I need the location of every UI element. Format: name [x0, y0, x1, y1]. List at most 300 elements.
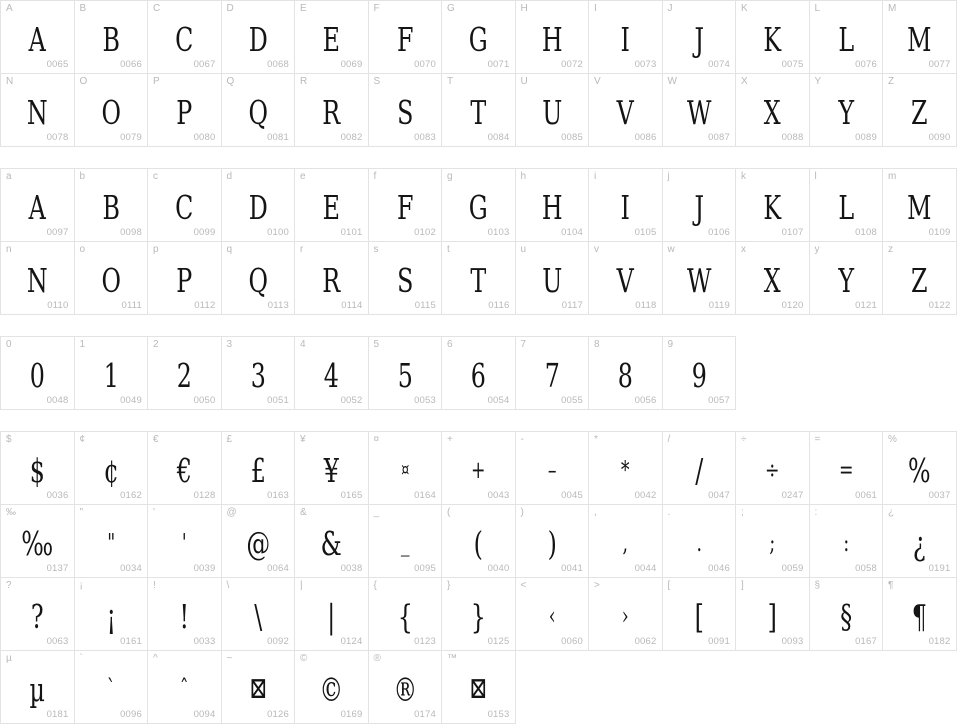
glyph-char-label: j [667, 171, 670, 182]
glyph-cell[interactable] [662, 73, 737, 147]
glyph-char-label: 4 [300, 339, 306, 350]
glyph-cell[interactable] [735, 73, 810, 147]
glyph-code-label: 0123 [414, 636, 436, 647]
glyph-cell[interactable] [515, 0, 590, 74]
glyph-cell[interactable] [441, 0, 516, 74]
glyph-block-lowercase-letters [0, 168, 970, 314]
glyph-cell[interactable] [662, 431, 737, 505]
glyph-cell[interactable] [221, 73, 296, 147]
glyph-char-label: u [520, 244, 527, 255]
glyph-preview: X [763, 260, 781, 300]
glyph-code-label: 0094 [193, 709, 216, 720]
glyph-char-label: € [153, 434, 159, 445]
glyph-cell[interactable] [147, 336, 222, 410]
glyph-cell[interactable] [662, 504, 737, 578]
glyph-preview: ¿ [912, 523, 926, 563]
glyph-cell[interactable] [735, 241, 810, 315]
glyph-cell[interactable] [441, 336, 516, 410]
glyph-preview: 9 [691, 355, 707, 395]
glyph-code-label: 0081 [267, 132, 289, 143]
glyph-cell[interactable] [882, 504, 957, 578]
glyph-preview: ! [179, 596, 190, 636]
glyph-char-label: l [814, 171, 817, 182]
glyph-code-label: 0084 [487, 132, 510, 143]
glyph-code-label: 0041 [561, 563, 583, 574]
glyph-cell[interactable] [147, 241, 222, 315]
glyph-block-uppercase-letters [0, 0, 970, 146]
glyph-cell[interactable] [0, 336, 75, 410]
glyph-char-label: i [594, 171, 597, 182]
glyph-cell[interactable] [735, 0, 810, 74]
glyph-code-label: 0086 [634, 132, 657, 143]
glyph-code-label: 0120 [781, 300, 804, 311]
glyph-char-label: @ [226, 507, 237, 518]
glyph-cell[interactable] [147, 577, 222, 651]
glyph-cell[interactable] [368, 0, 443, 74]
glyph-cell[interactable] [294, 431, 369, 505]
glyph-cell[interactable] [662, 241, 737, 315]
glyph-code-label: 0174 [414, 709, 436, 720]
glyph-char-label: £ [226, 434, 233, 445]
glyph-code-label: 0104 [561, 227, 583, 238]
glyph-char-label: 0 [6, 339, 12, 350]
glyph-preview: ⊠ [248, 671, 267, 706]
glyph-cell[interactable] [441, 504, 516, 578]
glyph-char-label: f [373, 171, 377, 182]
glyph-cell[interactable] [147, 0, 222, 74]
glyph-char-label: T [447, 76, 454, 87]
glyph-cell[interactable] [735, 504, 810, 578]
glyph-char-label: ® [373, 653, 381, 664]
glyph-cell[interactable] [735, 431, 810, 505]
glyph-char-label: \ [226, 580, 230, 591]
glyph-code-label: 0063 [46, 636, 69, 647]
glyph-cell[interactable] [294, 577, 369, 651]
glyph-cell[interactable] [588, 431, 663, 505]
glyph-cell[interactable] [147, 431, 222, 505]
glyph-cell[interactable] [221, 336, 296, 410]
glyph-code-label: 0117 [561, 300, 583, 311]
glyph-code-label: 0095 [414, 563, 436, 574]
glyph-cell[interactable] [221, 241, 296, 315]
glyph-preview: | [327, 596, 336, 636]
glyph-cell[interactable] [74, 336, 149, 410]
glyph-code-label: 0043 [487, 490, 510, 501]
glyph-code-label: 0046 [708, 563, 730, 574]
glyph-preview: O [101, 92, 121, 132]
glyph-code-label: 0181 [46, 709, 69, 720]
glyph-preview: ⊠ [469, 671, 488, 706]
glyph-code-label: 0128 [193, 490, 216, 501]
glyph-preview: L [837, 19, 854, 59]
glyph-char-label: A [6, 3, 13, 14]
glyph-code-label: 0074 [708, 59, 730, 70]
glyph-preview: : [842, 529, 849, 557]
glyph-char-label: N [6, 76, 14, 87]
glyph-code-label: 0061 [855, 490, 877, 501]
glyph-preview: 3 [250, 355, 266, 395]
glyph-char-label: I [594, 3, 597, 14]
glyph-cell[interactable] [441, 241, 516, 315]
glyph-cell[interactable] [882, 73, 957, 147]
glyph-cell[interactable] [221, 577, 296, 651]
glyph-cell[interactable] [368, 73, 443, 147]
glyph-preview: 4 [323, 355, 339, 395]
glyph-cell[interactable] [0, 650, 75, 724]
glyph-preview: ˋ [106, 675, 116, 703]
glyph-preview: Z [910, 92, 928, 132]
glyph-preview: I [620, 187, 630, 227]
glyph-preview: H [541, 187, 563, 227]
glyph-cell[interactable] [0, 241, 75, 315]
glyph-preview: ˆ [179, 675, 189, 703]
glyph-preview: % [907, 450, 931, 490]
glyph-code-label: 0137 [46, 563, 69, 574]
glyph-preview: G [468, 187, 488, 227]
glyph-cell[interactable] [221, 168, 296, 242]
glyph-cell[interactable] [515, 73, 590, 147]
glyph-char-label: ; [741, 507, 744, 518]
glyph-cell[interactable] [0, 73, 75, 147]
glyph-code-label: 0037 [928, 490, 951, 501]
glyph-char-label: d [226, 171, 233, 182]
glyph-cell[interactable] [882, 431, 957, 505]
glyph-preview: M [907, 19, 932, 59]
glyph-preview: € [176, 450, 192, 490]
glyph-char-label: Q [226, 76, 235, 87]
glyph-cell[interactable] [294, 650, 369, 724]
glyph-cell[interactable] [588, 336, 663, 410]
glyph-cell[interactable] [809, 504, 884, 578]
glyph-cell[interactable] [809, 577, 884, 651]
glyph-preview: 7 [544, 355, 560, 395]
glyph-preview: _ [400, 529, 410, 557]
glyph-cell[interactable] [147, 504, 222, 578]
glyph-char-label: : [814, 507, 818, 518]
glyph-char-label: ‰ [6, 507, 16, 518]
glyph-char-label: F [373, 3, 380, 14]
glyph-cell[interactable] [74, 73, 149, 147]
glyph-preview: M [907, 187, 932, 227]
glyph-char-label: 3 [226, 339, 233, 350]
glyph-code-label: 0056 [634, 395, 657, 406]
glyph-char-label: § [814, 580, 821, 591]
glyph-cell[interactable] [368, 431, 443, 505]
glyph-char-label: U [520, 76, 528, 87]
glyph-cell[interactable] [294, 73, 369, 147]
block-spacer [0, 146, 970, 168]
glyph-char-label: _ [373, 507, 380, 518]
glyph-char-label: ¡ [79, 580, 83, 591]
glyph-char-label: - [520, 434, 524, 445]
glyph-preview: U [541, 92, 562, 132]
glyph-code-label: 0057 [708, 395, 730, 406]
glyph-cell[interactable] [882, 0, 957, 74]
glyph-preview: C [175, 187, 194, 227]
glyph-cell[interactable] [294, 168, 369, 242]
glyph-code-label: 0062 [634, 636, 657, 647]
glyph-char-label: 9 [667, 339, 674, 350]
glyph-code-label: 0093 [781, 636, 804, 647]
glyph-code-label: 0153 [487, 709, 510, 720]
glyph-code-label: 0034 [120, 563, 142, 574]
glyph-cell[interactable] [809, 0, 884, 74]
glyph-cell[interactable] [662, 336, 737, 410]
glyph-code-label: 0048 [46, 395, 69, 406]
glyph-preview: H [541, 19, 563, 59]
glyph-char-label: ) [520, 507, 524, 518]
glyph-char-label: X [741, 76, 748, 87]
glyph-char-label: ¿ [888, 507, 895, 518]
glyph-code-label: 0191 [928, 563, 951, 574]
glyph-char-label: ™ [447, 653, 457, 664]
glyph-cell[interactable] [0, 0, 75, 74]
glyph-char-label: & [300, 507, 307, 518]
glyph-cell[interactable] [368, 336, 443, 410]
glyph-char-label: ' [153, 507, 155, 518]
glyph-char-label: W [667, 76, 677, 87]
block-spacer [0, 409, 970, 431]
glyph-code-label: 0164 [414, 490, 436, 501]
glyph-cell[interactable] [74, 0, 149, 74]
glyph-preview: $ [29, 450, 45, 490]
glyph-cell[interactable] [74, 650, 149, 724]
glyph-cell[interactable] [441, 431, 516, 505]
glyph-preview: 0 [29, 355, 45, 395]
glyph-cell[interactable] [882, 241, 957, 315]
glyph-preview: S [396, 260, 413, 300]
glyph-char-label: h [520, 171, 527, 182]
glyph-char-label: 8 [594, 339, 600, 350]
glyph-cell[interactable] [588, 504, 663, 578]
glyph-cell[interactable] [735, 168, 810, 242]
glyph-cell[interactable] [588, 577, 663, 651]
glyph-code-label: 0066 [120, 59, 142, 70]
glyph-preview: O [101, 260, 121, 300]
glyph-code-label: 0163 [267, 490, 289, 501]
glyph-preview: V [616, 260, 634, 300]
glyph-char-label: m [888, 171, 897, 182]
glyph-preview: & [320, 523, 342, 563]
glyph-char-label: ~ [226, 653, 233, 664]
glyph-cell[interactable] [882, 577, 957, 651]
glyph-code-label: 0068 [267, 59, 289, 70]
glyph-char-label: s [373, 244, 379, 255]
glyph-code-label: 0092 [267, 636, 289, 647]
glyph-preview: 5 [397, 355, 413, 395]
glyph-char-label: x [741, 244, 746, 255]
glyph-preview: › [621, 602, 629, 630]
glyph-char-label: C [153, 3, 161, 14]
glyph-code-label: 0083 [414, 132, 436, 143]
glyph-code-label: 0038 [340, 563, 363, 574]
glyph-cell[interactable] [294, 241, 369, 315]
glyph-cell[interactable] [221, 0, 296, 74]
glyph-cell[interactable] [221, 650, 296, 724]
glyph-char-label: ! [153, 580, 156, 591]
glyph-cell[interactable] [0, 577, 75, 651]
glyph-preview: ¥ [323, 450, 339, 490]
glyph-cell[interactable] [74, 168, 149, 242]
glyph-cell[interactable] [515, 504, 590, 578]
glyph-code-label: 0044 [634, 563, 657, 574]
block-spacer [0, 314, 970, 336]
glyph-char-label: + [447, 434, 453, 445]
glyph-preview: D [248, 187, 268, 227]
glyph-preview: G [468, 19, 488, 59]
glyph-preview: P [176, 92, 193, 132]
glyph-cell[interactable] [74, 431, 149, 505]
glyph-cell[interactable] [294, 504, 369, 578]
glyph-preview: . [695, 529, 702, 557]
glyph-cell[interactable] [809, 73, 884, 147]
glyph-cell[interactable] [588, 0, 663, 74]
glyph-cell[interactable] [368, 577, 443, 651]
glyph-preview: ¢ [103, 450, 119, 490]
glyph-cell[interactable] [515, 336, 590, 410]
glyph-cell[interactable] [368, 241, 443, 315]
glyph-char-label: ÷ [741, 434, 747, 445]
glyph-cell[interactable] [221, 431, 296, 505]
glyph-preview: E [322, 19, 340, 59]
glyph-cell[interactable] [147, 650, 222, 724]
glyph-preview: T [470, 92, 487, 132]
glyph-preview: + [471, 456, 486, 484]
glyph-cell[interactable] [294, 336, 369, 410]
glyph-cell[interactable] [441, 650, 516, 724]
glyph-preview: R [322, 92, 341, 132]
glyph-cell[interactable] [662, 168, 737, 242]
glyph-code-label: 0101 [340, 227, 363, 238]
glyph-preview: U [541, 260, 562, 300]
glyph-preview: = [838, 456, 853, 484]
glyph-cell[interactable] [0, 431, 75, 505]
glyph-preview: L [837, 187, 854, 227]
glyph-char-label: G [447, 3, 455, 14]
glyph-code-label: 0124 [340, 636, 363, 647]
glyph-preview: ; [769, 529, 776, 557]
glyph-preview: / [694, 450, 703, 490]
glyph-cell[interactable] [809, 168, 884, 242]
glyph-cell[interactable] [515, 577, 590, 651]
glyph-code-label: 0098 [120, 227, 142, 238]
glyph-char-label: * [594, 434, 598, 445]
glyph-char-label: { [373, 580, 377, 591]
glyph-cell[interactable] [662, 577, 737, 651]
glyph-cell[interactable] [662, 0, 737, 74]
glyph-code-label: 0125 [487, 636, 510, 647]
glyph-preview: ÷ [765, 456, 780, 484]
glyph-code-label: 0077 [928, 59, 951, 70]
glyph-cell[interactable] [221, 504, 296, 578]
glyph-preview: µ [29, 669, 45, 709]
glyph-cell[interactable] [588, 73, 663, 147]
glyph-cell[interactable] [809, 431, 884, 505]
glyph-char-label: = [814, 434, 821, 445]
glyph-code-label: 0121 [855, 300, 877, 311]
glyph-code-label: 0078 [46, 132, 69, 143]
glyph-char-label: ? [6, 580, 12, 591]
glyph-code-label: 0076 [855, 59, 877, 70]
glyph-code-label: 0058 [855, 563, 877, 574]
glyph-cell[interactable] [515, 241, 590, 315]
glyph-preview: ¤ [400, 459, 409, 480]
glyph-code-label: 0114 [341, 300, 363, 311]
glyph-preview: X [763, 92, 781, 132]
glyph-cell[interactable] [515, 431, 590, 505]
glyph-cell[interactable] [0, 168, 75, 242]
glyph-preview: N [26, 260, 48, 300]
glyph-char-label: R [300, 76, 308, 87]
glyph-cell[interactable] [441, 168, 516, 242]
glyph-cell[interactable] [147, 168, 222, 242]
glyph-cell[interactable] [441, 73, 516, 147]
glyph-preview: W [686, 92, 711, 132]
glyph-code-label: 0053 [414, 395, 436, 406]
glyph-code-label: 0110 [47, 300, 69, 311]
glyph-char-label: n [6, 244, 12, 255]
glyph-char-label: ¥ [300, 434, 306, 445]
glyph-cell[interactable] [809, 241, 884, 315]
glyph-cell[interactable] [368, 168, 443, 242]
glyph-cell[interactable] [294, 0, 369, 74]
glyph-code-label: 0073 [634, 59, 657, 70]
glyph-cell[interactable] [882, 168, 957, 242]
glyph-char-label: < [520, 580, 527, 591]
glyph-preview: A [28, 19, 46, 59]
glyph-cell[interactable] [0, 504, 75, 578]
glyph-cell[interactable] [515, 168, 590, 242]
glyph-code-label: 0100 [267, 227, 289, 238]
glyph-preview: § [839, 596, 852, 636]
glyph-preview: B [102, 19, 120, 59]
glyph-code-label: 0112 [194, 300, 216, 311]
glyph-char-label: > [594, 580, 600, 591]
glyph-char-label: Y [814, 76, 822, 87]
glyph-code-label: 0119 [708, 300, 730, 311]
glyph-cell[interactable] [74, 241, 149, 315]
glyph-cell[interactable] [441, 577, 516, 651]
glyph-char-label: $ [6, 434, 12, 445]
glyph-char-label: w [667, 244, 675, 255]
glyph-code-label: 0113 [267, 300, 289, 311]
glyph-cell[interactable] [74, 577, 149, 651]
glyph-char-label: 2 [153, 339, 159, 350]
glyph-cell[interactable] [735, 577, 810, 651]
glyph-cell[interactable] [588, 168, 663, 242]
glyph-code-label: 0088 [781, 132, 804, 143]
glyph-preview: \ [253, 596, 262, 636]
glyph-code-label: 0116 [488, 300, 510, 311]
glyph-cell[interactable] [74, 504, 149, 578]
glyph-cell[interactable] [147, 73, 222, 147]
glyph-cell[interactable] [368, 504, 443, 578]
glyph-char-label: } [447, 580, 451, 591]
glyph-char-label: 1 [79, 339, 86, 350]
glyph-char-label: [ [667, 580, 671, 591]
glyph-preview: K [763, 187, 782, 227]
glyph-char-label: t [447, 244, 450, 255]
glyph-cell[interactable] [368, 650, 443, 724]
glyph-code-label: 0108 [855, 227, 877, 238]
glyph-cell[interactable] [588, 241, 663, 315]
glyph-char-label: P [153, 76, 160, 87]
glyph-code-label: 0103 [487, 227, 510, 238]
glyph-code-label: 0165 [340, 490, 363, 501]
glyph-preview: V [616, 92, 634, 132]
glyph-code-label: 0082 [340, 132, 363, 143]
glyph-char-label: S [373, 76, 381, 87]
